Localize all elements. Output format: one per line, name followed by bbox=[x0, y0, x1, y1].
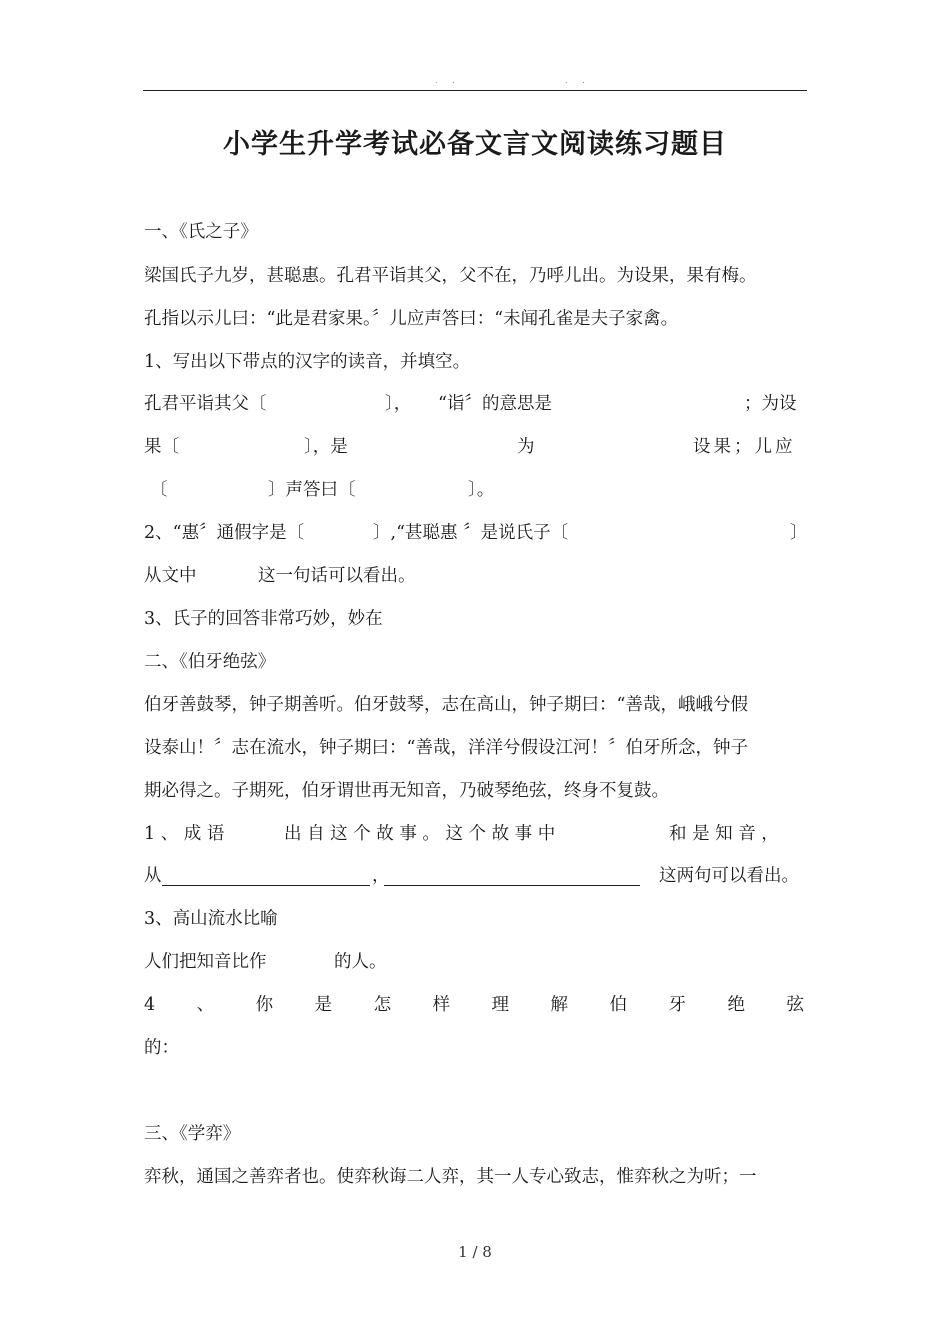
q1-1-line-c-part-1: 〔 bbox=[150, 480, 168, 500]
q4-char: 怎 bbox=[373, 995, 392, 1015]
question-2-1b-part-2: ， bbox=[372, 866, 390, 886]
q4-char: 是 bbox=[314, 995, 333, 1015]
q1-1-line-b-part-4: 设果；儿应 bbox=[693, 437, 796, 457]
section-2-heading: 二、《伯牙绝弦》 bbox=[144, 652, 276, 672]
q4-char: 弦 bbox=[786, 995, 804, 1015]
question-2-3b-part-1: 人们把知音比作 bbox=[144, 952, 267, 972]
question-1-2-part-2: 〕,“甚聪惠 〞是说氏子〔 bbox=[373, 523, 569, 543]
question-1-2-part-3: 〕 bbox=[790, 523, 808, 543]
q1-1-line-b-part-1: 果〔 bbox=[144, 437, 179, 457]
page-title: 小学生升学考试必备文言文阅读练习题目 bbox=[223, 129, 727, 160]
section-1-text-line-2: 孔指以示儿曰：“此是君家果。〞儿应声答曰：“未闻孔雀是夫子家禽。 bbox=[144, 309, 679, 329]
question-2-3b-part-2: 的人。 bbox=[334, 952, 387, 972]
q1-1-line-a-part-3: “诣〞的意思是 bbox=[438, 394, 552, 414]
q4-char: 你 bbox=[255, 995, 274, 1015]
page-number: 1 / 8 bbox=[458, 1243, 492, 1261]
question-1-1: 1、写出以下带点的汉字的读音，并填空。 bbox=[144, 352, 471, 372]
q1-1-line-b-part-3: 为 bbox=[517, 437, 535, 457]
answer-blank-1 bbox=[162, 885, 370, 886]
question-1-2b-part-1: 从文中 bbox=[144, 566, 197, 586]
section-2-text-line-3: 期必得之。子期死，伯牙谓世再无知音，乃破琴绝弦，终身不复鼓。 bbox=[144, 781, 669, 801]
question-2-1-part-3: 和 是 知 音 ， bbox=[669, 824, 779, 844]
answer-blank-2 bbox=[384, 885, 640, 886]
q4-char: 解 bbox=[550, 995, 569, 1015]
section-2-text-line-1: 伯牙善鼓琴，钟子期善听。伯牙鼓琴，志在高山，钟子期曰：“善哉，峨峨兮假 bbox=[144, 695, 748, 715]
q1-1-line-a-part-2: 〕， bbox=[385, 394, 412, 414]
q4-char: 牙 bbox=[668, 995, 686, 1015]
section-1-text-line-1: 梁国氏子九岁，甚聪惠。孔君平诣其父，父不在，乃呼儿出。为设果，果有梅。 bbox=[144, 266, 757, 286]
section-2-text-line-2: 设泰山！〞志在流水，钟子期曰：“善哉，洋洋兮假设江河！〞伯牙所念，钟子 bbox=[144, 738, 748, 758]
q4-char: 伯 bbox=[609, 995, 628, 1015]
question-2-1b-part-3: 这两句可以看出。 bbox=[659, 866, 799, 886]
q1-1-line-c-part-3: 〕。 bbox=[468, 480, 495, 500]
header-rule bbox=[143, 90, 807, 91]
question-2-1-part-1: 1 、 成 语 bbox=[144, 824, 225, 844]
q1-1-line-a-part-1: 孔君平诣其父〔 bbox=[144, 394, 267, 414]
q1-1-line-a-part-4: ；为设 bbox=[744, 394, 797, 414]
header-dots-left: . . bbox=[435, 76, 461, 85]
question-1-2-part-1: 2、“惠〞通假字是〔 bbox=[144, 523, 305, 543]
q4-char: 绝 bbox=[727, 995, 745, 1015]
section-3-text-line-1: 弈秋，通国之善弈者也。使弈秋诲二人弈，其一人专心致志，惟弈秋之为听；一 bbox=[144, 1167, 757, 1187]
section-3-heading: 三、《学弈》 bbox=[144, 1124, 241, 1144]
question-1-2b-part-2: 这一句话可以看出。 bbox=[258, 566, 416, 586]
question-1-3: 3、氏子的回答非常巧妙，妙在 bbox=[144, 609, 383, 629]
q1-1-line-c-part-2: 〕声答曰〔 bbox=[268, 480, 356, 500]
question-2-1b-part-1: 从 bbox=[144, 866, 162, 886]
q4-char: 4 bbox=[144, 995, 156, 1015]
question-2-4 bbox=[144, 993, 804, 1017]
section-1-heading: 一、《氏之子》 bbox=[144, 222, 258, 242]
question-2-3: 3、高山流水比喻 bbox=[144, 909, 278, 929]
q4-char: 理 bbox=[491, 995, 510, 1015]
header-dots-right: . . bbox=[565, 76, 591, 85]
question-2-1-part-2: 出 自 这 个 故 事 。 这 个 故 事 中 bbox=[284, 824, 556, 844]
q1-1-line-b-part-2: 〕，是 bbox=[304, 437, 348, 457]
q4-char: 、 bbox=[196, 995, 215, 1015]
question-2-4b: 的： bbox=[144, 1038, 179, 1058]
q4-char: 样 bbox=[432, 995, 451, 1015]
